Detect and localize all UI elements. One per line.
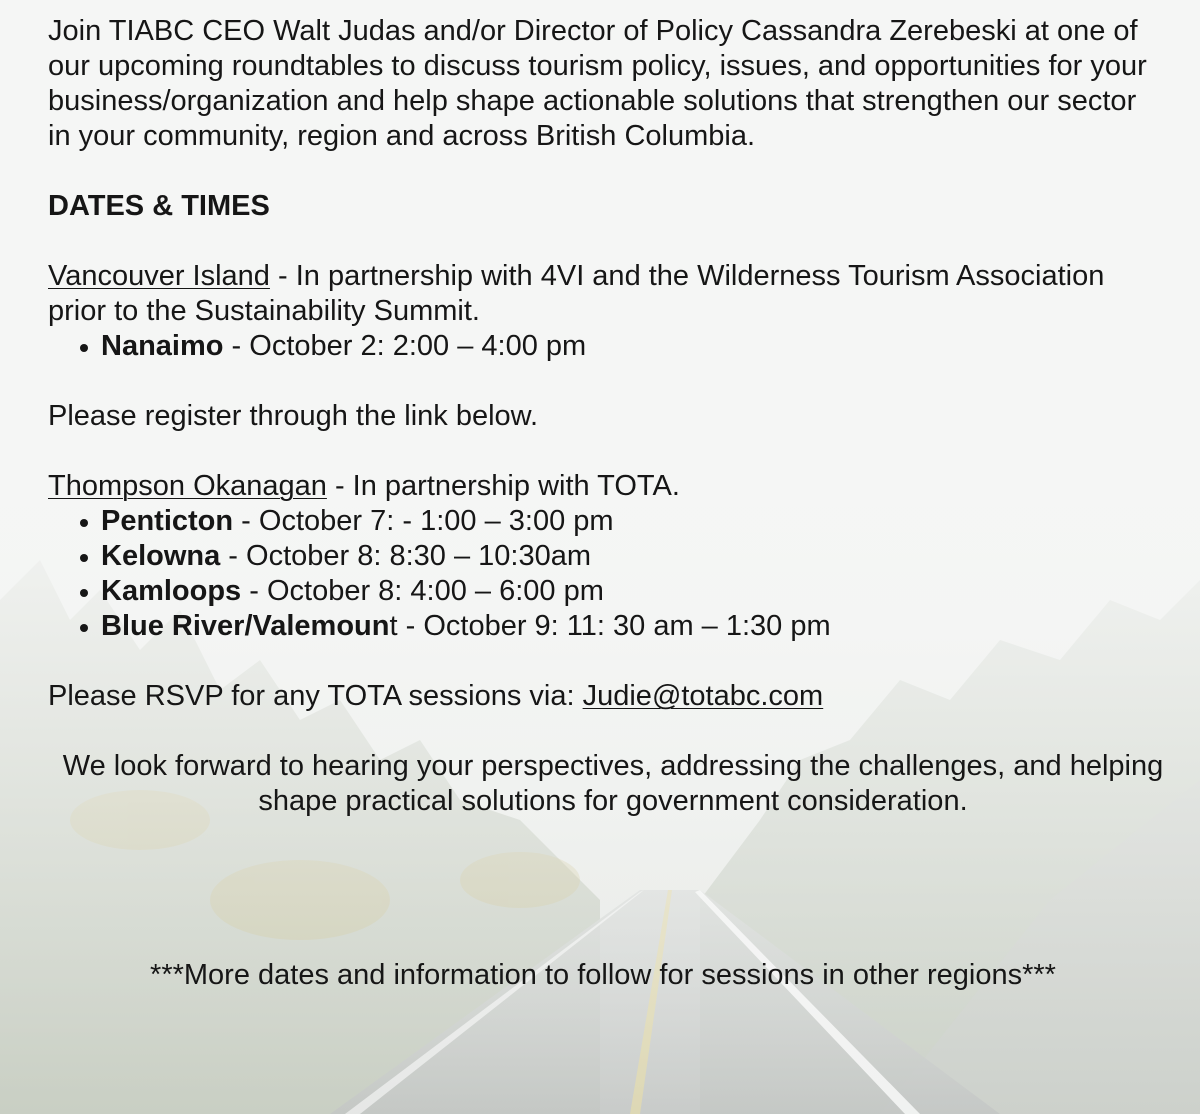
session-time: t - October 9: 11: 30 am – 1:30 pm [389, 610, 831, 642]
rsvp-label: Please RSVP for any TOTA sessions via: [48, 680, 583, 712]
register-note: Please register through the link below. [48, 400, 539, 432]
session-city: Kamloops [101, 575, 242, 607]
rsvp-email-link[interactable]: Judie@totabc.com [582, 680, 824, 712]
session-city: Penticton [101, 505, 234, 537]
session-city: Nanaimo [101, 330, 224, 362]
footer-note: ***More dates and information to follow for sessions in other regions*** [150, 959, 1056, 991]
thompson-okanagan-section [48, 469, 1158, 504]
session-item [48, 539, 1158, 574]
thompson-okanagan-sessions [48, 504, 1158, 644]
session-item [48, 329, 1158, 364]
session-item [48, 609, 1158, 644]
thompson-okanagan-description: - In partnership with TOTA. [326, 470, 680, 502]
dates-times-heading: DATES & TIMES [48, 190, 270, 222]
vancouver-island-sessions [48, 329, 1158, 364]
session-time: - October 8: 8:30 – 10:30am [220, 540, 592, 572]
vancouver-island-description: - In partnership with 4VI and the Wilderness Tourism Association prior to the Sustainability Summit. [48, 260, 1105, 327]
session-time: - October 2: 2:00 – 4:00 pm [223, 330, 587, 362]
session-time: - October 7: - 1:00 – 3:00 pm [233, 505, 614, 537]
session-city: Kelowna [101, 540, 221, 572]
article-body [48, 14, 1164, 819]
session-time: - October 8: 4:00 – 6:00 pm [241, 575, 604, 607]
thompson-okanagan-link[interactable]: Thompson Okanagan [48, 470, 327, 502]
session-item [48, 504, 1158, 539]
session-item [48, 574, 1158, 609]
closing-paragraph: We look forward to hearing your perspectives, addressing the challenges, and helping shape practical solutions for government consideration. [62, 750, 1164, 817]
intro-paragraph: Join TIABC CEO Walt Judas and/or Director of Policy Cassandra Zerebeski at one of our upcoming roundtables to discuss tourism policy, issues, and opportunities for your business/organization and help shape actionable solutions that strengthen our sector in your community, region and across British Columbia. [48, 15, 1147, 152]
vancouver-island-section [48, 259, 1158, 329]
rsvp-line [48, 679, 1158, 714]
session-city: Blue River/Valemoun [101, 610, 390, 642]
vancouver-island-link[interactable]: Vancouver Island [48, 260, 270, 292]
